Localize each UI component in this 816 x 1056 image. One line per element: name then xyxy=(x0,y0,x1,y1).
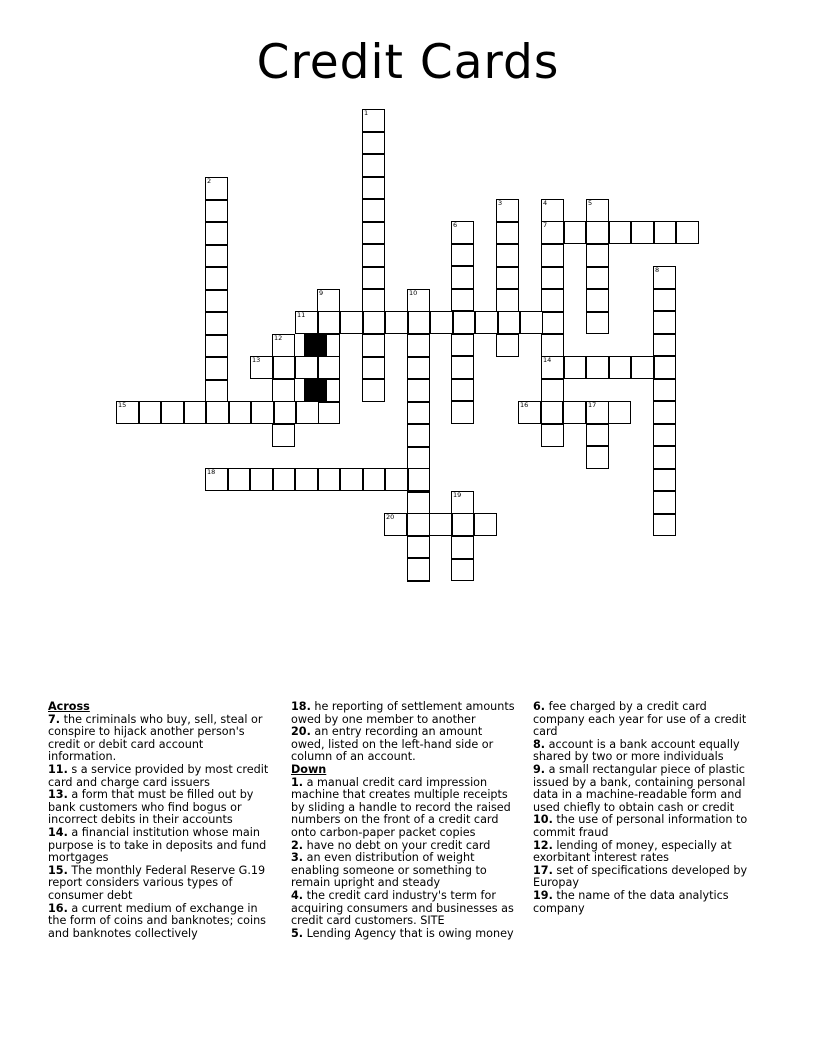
grid-cell[interactable] xyxy=(653,514,676,537)
grid-cell[interactable] xyxy=(408,311,431,334)
puzzle-title: Credit Cards xyxy=(256,35,560,90)
grid-cell[interactable] xyxy=(541,379,564,402)
grid-cell[interactable] xyxy=(273,468,296,491)
grid-cell[interactable] xyxy=(564,356,587,379)
clue-item-number: 7. xyxy=(48,712,61,726)
clue-item xyxy=(291,777,515,840)
grid-cell[interactable] xyxy=(317,289,340,312)
grid-cell[interactable] xyxy=(272,379,295,402)
grid-cell[interactable] xyxy=(385,311,408,334)
grid-cell[interactable] xyxy=(205,245,228,268)
clue-item xyxy=(48,789,272,827)
clue-item xyxy=(291,928,515,941)
grid-cell[interactable] xyxy=(631,221,654,244)
grid-cell[interactable] xyxy=(295,356,318,379)
clue-item-number: 2. xyxy=(291,838,304,852)
clue-item-text: have no debt on your credit card xyxy=(303,838,491,852)
grid-cell[interactable] xyxy=(340,468,363,491)
grid-cell[interactable] xyxy=(362,109,385,132)
grid-cell[interactable] xyxy=(496,267,519,290)
grid-cell[interactable] xyxy=(139,401,162,424)
black-cell xyxy=(304,379,327,402)
clue-item-text: the criminals who buy, sell, steal or conspire to hijack another person's credit or debit card account information. xyxy=(48,712,263,764)
grid-cell[interactable] xyxy=(273,356,296,379)
clue-item-text: account is a bank account equally shared by two or more individuals xyxy=(533,737,740,764)
grid-cell[interactable] xyxy=(475,311,498,334)
clue-item-number: 15. xyxy=(48,863,68,877)
clue-item-number: 9. xyxy=(533,762,546,776)
grid-cell[interactable] xyxy=(363,468,386,491)
clue-number: 7 xyxy=(543,221,548,229)
clue-item-number: 10. xyxy=(533,813,553,827)
grid-cell[interactable] xyxy=(272,424,295,447)
clue-item xyxy=(291,890,515,928)
grid-cell[interactable] xyxy=(451,356,474,379)
grid-cell[interactable] xyxy=(362,357,385,380)
grid-cell[interactable] xyxy=(496,222,519,245)
grid-cell[interactable] xyxy=(498,311,521,334)
clue-item-number: 1. xyxy=(291,775,304,789)
grid-cell[interactable] xyxy=(205,290,228,313)
grid-cell[interactable] xyxy=(274,401,297,424)
grid-cell[interactable] xyxy=(362,334,385,357)
clue-item-text: a manual credit card impression machine that creates multiple receipts by sliding a handle to record the raised numbers on the front of a credit card onto carbon-paper packet copies xyxy=(291,775,511,839)
clue-item xyxy=(48,764,272,789)
grid-cell[interactable] xyxy=(161,401,184,424)
grid-cell[interactable] xyxy=(654,356,677,379)
clue-item-text: lending of money, especially at exorbitant interest rates xyxy=(533,838,732,865)
grid-cell[interactable] xyxy=(407,558,430,581)
clue-number: 9 xyxy=(319,289,324,297)
grid-cell[interactable] xyxy=(184,401,207,424)
grid-cell[interactable] xyxy=(586,424,609,447)
grid-cell[interactable] xyxy=(653,379,676,402)
clue-item-number: 20. xyxy=(291,725,311,739)
grid-cell[interactable] xyxy=(541,221,564,244)
grid-cell[interactable] xyxy=(451,266,474,289)
clue-item-text: a financial institution whose main purpose is to take in deposits and fund mortgages xyxy=(48,825,267,865)
clue-item xyxy=(48,714,272,764)
clue-number: 13 xyxy=(252,356,261,364)
grid-cell[interactable] xyxy=(451,334,474,357)
grid-cell[interactable] xyxy=(653,289,676,312)
clue-item xyxy=(291,852,515,890)
clue-item-text: the name of the data analytics company xyxy=(533,888,729,915)
clue-number: 17 xyxy=(588,401,597,409)
grid-cell[interactable] xyxy=(608,401,631,424)
clue-item-number: 11. xyxy=(48,762,68,776)
grid-cell[interactable] xyxy=(228,468,251,491)
clue-number: 8 xyxy=(655,266,660,274)
clue-number: 1 xyxy=(364,109,369,117)
grid-cell[interactable] xyxy=(586,356,609,379)
grid-cell[interactable] xyxy=(496,289,519,312)
grid-cell[interactable] xyxy=(653,266,676,289)
grid-cell[interactable] xyxy=(541,356,564,379)
grid-cell[interactable] xyxy=(653,491,676,514)
clues-column-2 xyxy=(291,701,515,940)
clues-column-3 xyxy=(533,701,757,915)
grid-cell[interactable] xyxy=(116,401,139,424)
clue-item xyxy=(533,865,757,890)
clue-item xyxy=(533,814,757,839)
grid-cell[interactable] xyxy=(318,468,341,491)
grid-cell[interactable] xyxy=(272,334,295,357)
clue-item-number: 5. xyxy=(291,926,304,940)
clue-item xyxy=(533,890,757,915)
grid-cell[interactable] xyxy=(407,447,430,470)
grid-cell[interactable] xyxy=(496,334,519,357)
clue-item-number: 8. xyxy=(533,737,546,751)
grid-cell[interactable] xyxy=(541,289,564,312)
grid-cell[interactable] xyxy=(362,199,385,222)
clue-item-text: a current medium of exchange in the form of coins and banknotes; coins and banknotes collectively xyxy=(48,901,266,940)
clue-section-heading: Across xyxy=(48,700,90,713)
clue-number: 15 xyxy=(118,401,127,409)
grid-cell[interactable] xyxy=(317,402,340,425)
grid-cell[interactable] xyxy=(586,289,609,312)
grid-cell[interactable] xyxy=(295,468,318,491)
clue-item-text: set of specifications developed by Europay xyxy=(533,863,748,890)
clue-item xyxy=(533,739,757,764)
grid-cell[interactable] xyxy=(205,312,228,335)
grid-cell[interactable] xyxy=(205,380,228,403)
grid-cell[interactable] xyxy=(541,424,564,447)
grid-cell[interactable] xyxy=(407,289,430,312)
clues-column-1 xyxy=(48,701,272,940)
grid-cell[interactable] xyxy=(429,513,452,536)
grid-cell[interactable] xyxy=(609,221,632,244)
clue-item-number: 3. xyxy=(291,851,304,865)
clue-number: 5 xyxy=(588,199,593,207)
grid-cell[interactable] xyxy=(362,222,385,245)
clue-item-text: a form that must be filled out by bank customers who find bogus or incorrect debits in their accounts xyxy=(48,788,254,827)
grid-cell[interactable] xyxy=(541,312,564,335)
grid-cell[interactable] xyxy=(496,199,519,222)
grid-cell[interactable] xyxy=(541,244,564,267)
clue-item-text: fee charged by a credit card company each year for use of a credit card xyxy=(533,700,747,739)
clue-item-text: The monthly Federal Reserve G.19 report considers various types of consumer debt xyxy=(48,863,266,902)
clue-item-number: 14. xyxy=(48,825,68,839)
clue-item-number: 12. xyxy=(533,838,553,852)
grid-cell[interactable] xyxy=(318,311,341,334)
grid-cell[interactable] xyxy=(205,200,228,223)
clue-item xyxy=(533,840,757,865)
clue-number: 19 xyxy=(453,491,462,499)
grid-cell[interactable] xyxy=(250,468,273,491)
grid-cell[interactable] xyxy=(407,357,430,380)
grid-cell[interactable] xyxy=(205,335,228,358)
grid-cell[interactable] xyxy=(541,401,564,424)
grid-cell[interactable] xyxy=(518,401,541,424)
grid-cell[interactable] xyxy=(384,513,407,536)
grid-cell[interactable] xyxy=(407,513,430,536)
grid-cell[interactable] xyxy=(609,356,632,379)
grid-cell[interactable] xyxy=(205,357,228,380)
grid-cell[interactable] xyxy=(362,289,385,312)
clue-item-text: s a service provided by most credit card and charge card issuers xyxy=(48,762,269,789)
clue-number: 14 xyxy=(543,356,552,364)
grid-cell[interactable] xyxy=(205,468,228,491)
grid-cell[interactable] xyxy=(653,469,676,492)
grid-cell[interactable] xyxy=(407,402,430,425)
clue-item-text: an even distribution of weight enabling someone or something to remain upright and steady xyxy=(291,851,487,890)
grid-cell[interactable] xyxy=(296,401,319,424)
clue-item-number: 4. xyxy=(291,888,304,902)
grid-cell[interactable] xyxy=(407,334,430,357)
grid-cell[interactable] xyxy=(430,311,453,334)
grid-cell[interactable] xyxy=(363,311,386,334)
grid-cell[interactable] xyxy=(451,244,474,267)
grid-cell[interactable] xyxy=(451,491,474,514)
clue-item xyxy=(533,764,757,814)
grid-cell[interactable] xyxy=(362,267,385,290)
grid-cell[interactable] xyxy=(541,334,564,357)
grid-cell[interactable] xyxy=(653,401,676,424)
grid-cell[interactable] xyxy=(205,222,228,245)
clue-item-number: 13. xyxy=(48,788,68,802)
clue-item-number: 18. xyxy=(291,700,311,713)
grid-cell[interactable] xyxy=(362,132,385,155)
grid-cell[interactable] xyxy=(586,312,609,335)
grid-cell[interactable] xyxy=(407,424,430,447)
grid-cell[interactable] xyxy=(654,221,677,244)
grid-cell[interactable] xyxy=(205,177,228,200)
grid-cell[interactable] xyxy=(451,221,474,244)
grid-cell[interactable] xyxy=(251,401,274,424)
grid-cell[interactable] xyxy=(295,311,318,334)
grid-cell[interactable] xyxy=(452,513,475,536)
grid-cell[interactable] xyxy=(407,379,430,402)
grid-cell[interactable] xyxy=(407,492,430,515)
grid-cell[interactable] xyxy=(676,221,699,244)
clue-item xyxy=(291,701,515,726)
clue-number: 2 xyxy=(207,177,212,185)
grid-cell[interactable] xyxy=(586,446,609,469)
grid-cell[interactable] xyxy=(496,244,519,267)
clue-number: 18 xyxy=(207,468,216,476)
grid-cell[interactable] xyxy=(586,244,609,267)
grid-cell[interactable] xyxy=(451,401,474,424)
clue-item-number: 17. xyxy=(533,863,553,877)
grid-cell[interactable] xyxy=(653,311,676,334)
clue-item-text: the credit card industry's term for acquiring consumers and businesses as credit card customers. SITE xyxy=(291,888,514,928)
clue-item-text: the use of personal information to commit fraud xyxy=(533,813,748,839)
grid-cell[interactable] xyxy=(451,289,474,312)
grid-cell[interactable] xyxy=(362,177,385,200)
grid-cell[interactable] xyxy=(563,401,586,424)
clue-number: 3 xyxy=(498,199,503,207)
grid-cell[interactable] xyxy=(586,401,609,424)
grid-cell[interactable] xyxy=(205,267,228,290)
clue-number: 20 xyxy=(386,513,395,521)
clue-number: 12 xyxy=(274,334,283,342)
clue-item xyxy=(48,827,272,865)
clue-item-number: 16. xyxy=(48,901,68,915)
clue-item-text: Lending Agency that is owing money xyxy=(303,926,514,940)
clue-number: 4 xyxy=(543,199,548,207)
grid-cell[interactable] xyxy=(362,154,385,177)
black-cell xyxy=(304,334,327,357)
grid-cell[interactable] xyxy=(541,199,564,222)
clue-item-number: 6. xyxy=(533,700,546,713)
grid-cell[interactable] xyxy=(653,424,676,447)
grid-cell[interactable] xyxy=(451,559,474,582)
clue-number: 10 xyxy=(409,289,418,297)
grid-cell[interactable] xyxy=(564,221,587,244)
grid-cell[interactable] xyxy=(407,536,430,559)
grid-cell[interactable] xyxy=(586,199,609,222)
clue-item xyxy=(291,726,515,764)
grid-cell[interactable] xyxy=(229,401,252,424)
grid-cell[interactable] xyxy=(250,356,273,379)
clue-section-heading: Down xyxy=(291,762,327,776)
grid-cell[interactable] xyxy=(541,267,564,290)
grid-cell[interactable] xyxy=(586,221,609,244)
clue-number: 16 xyxy=(520,401,529,409)
grid-cell[interactable] xyxy=(653,446,676,469)
clue-item-text: he reporting of settlement amounts owed by one member to another xyxy=(291,700,515,726)
grid-cell[interactable] xyxy=(318,356,341,379)
grid-cell[interactable] xyxy=(653,334,676,357)
grid-cell[interactable] xyxy=(586,267,609,290)
grid-cell[interactable] xyxy=(362,379,385,402)
clue-number: 11 xyxy=(297,311,306,319)
clue-item xyxy=(48,903,272,941)
clue-item-text: a small rectangular piece of plastic issued by a bank, containing personal data in a machine-readable form and used chiefly to obtain cash or credit xyxy=(533,762,746,814)
clue-item xyxy=(533,701,757,739)
grid-cell[interactable] xyxy=(520,311,543,334)
clue-item xyxy=(48,865,272,903)
grid-cell[interactable] xyxy=(451,536,474,559)
grid-cell[interactable] xyxy=(631,356,654,379)
grid-cell[interactable] xyxy=(453,311,476,334)
grid-cell[interactable] xyxy=(362,244,385,267)
grid-cell[interactable] xyxy=(206,401,229,424)
clue-item-number: 19. xyxy=(533,888,553,902)
clue-item-text: an entry recording an amount owed, listed on the left-hand side or column of an account. xyxy=(291,725,494,764)
grid-cell[interactable] xyxy=(474,513,497,536)
grid-cell[interactable] xyxy=(340,311,363,334)
clue-number: 6 xyxy=(453,221,458,229)
grid-cell[interactable] xyxy=(408,468,431,491)
grid-cell[interactable] xyxy=(451,379,474,402)
grid-cell[interactable] xyxy=(385,468,408,491)
